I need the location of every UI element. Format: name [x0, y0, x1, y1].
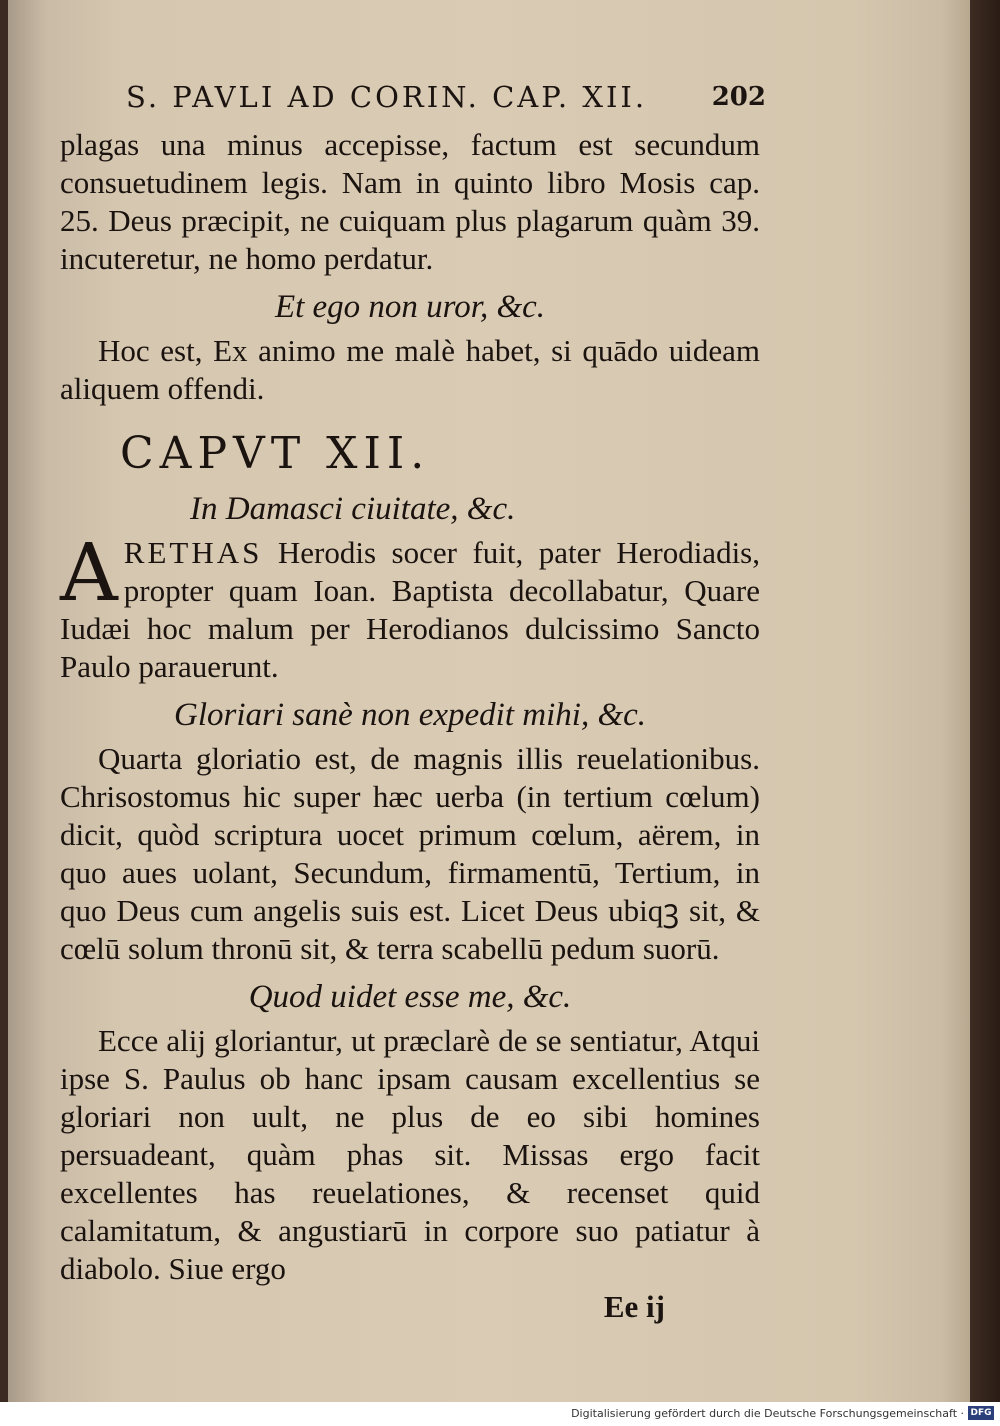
paragraph: plagas una minus accepisse, factum est secundum consuetudinem legis. Nam in quinto libro Mosis cap. 25. Deus præcipit, ne cuiquam plus plagarum quàm 39. incuteretur, ne homo perdatur.	[60, 127, 760, 276]
page-text	[60, 126, 760, 1326]
chapter-heading: CAPVT XII.	[120, 428, 431, 479]
lemma-heading: Quod uidet esse me, &c.	[248, 979, 572, 1015]
drop-capital: A	[60, 526, 118, 619]
lemma-heading: In Damasci ciuitate, &c.	[190, 491, 516, 527]
paragraph-text: Herodis socer fuit, pater Herodiadis, propter quam Ioan. Baptista decollabatur, Quare Iudæi hoc malum per Herodianos dulcissimo Sancto Paulo parauerunt.	[60, 535, 760, 684]
paragraph-with-dropcap	[60, 526, 760, 686]
digitization-credit: Digitalisierung gefördert durch die Deutsche Forschungsgemeinschaft ·	[571, 1407, 964, 1420]
page-edge-shadow	[970, 0, 1000, 1402]
lemma-heading: Gloriari sanè non expedit mihi, &c.	[173, 697, 647, 733]
dfg-logo-icon: DFG	[968, 1406, 994, 1420]
lemma-heading: Et ego non uror, &c.	[274, 289, 546, 325]
signature-mark: Ee ij	[603, 1289, 665, 1324]
paragraph: Ecce alij gloriantur, ut præclarè de se sentiatur, Atqui ipse S. Paulus ob hanc ipsam causam excellentius se gloriari non uult, ne plus de eo sibi homines persuadeant, quàm phas sit. Missas ergo facit excellentes has reuelationes, & recenset quid calamitatum, & angustiarū in corpore suo patiatur à diabolo. Siue ergo	[60, 1023, 760, 1286]
running-title: S. PAVLI AD CORIN. CAP. XII.	[126, 80, 648, 114]
page-header	[116, 80, 766, 120]
paragraph: Quarta gloriatio est, de magnis illis reuelationibus. Chrisostomus hic super hæc uerba (in tertium cœlum) dicit, quòd scriptura uocet primum cœlum, aërem, in quo aues uolant, Secundum, firmamentū, Tertium, in quo Deus cum angelis suis est. Licet Deus ubiqꝫ sit, & cœlū solum thronū sit, & terra scabellū pedum suorū.	[60, 741, 760, 966]
smallcaps-word: RETHAS	[123, 535, 263, 570]
paragraph: Hoc est, Ex animo me malè habet, si quādo uideam aliquem offendi.	[60, 333, 760, 406]
footer-bar	[0, 1402, 1000, 1426]
page-number: 202	[711, 82, 766, 112]
book-page	[8, 0, 970, 1402]
